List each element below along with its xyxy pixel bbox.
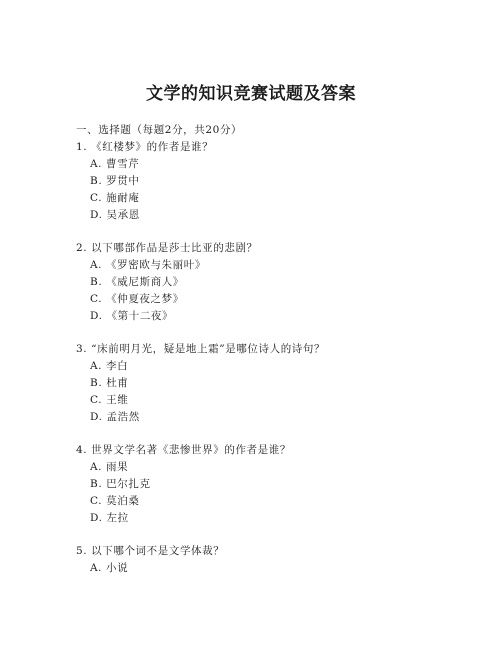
option-d: D. 吴承恩 [90,209,140,221]
question-text: 3. “床前明月光，疑是地上霜”是哪位诗人的诗句？ [76,343,326,355]
question-text: 5. 以下哪个词不是文学体裁？ [76,545,225,557]
option-a: A. 曹雪芹 [90,158,140,170]
option-b: B. 杜甫 [90,377,129,389]
question-text: 1. 《红楼梦》的作者是谁？ [76,141,214,153]
option-d: D. 孟浩然 [90,411,140,423]
option-a: A. 雨果 [90,461,129,473]
question-text: 4. 世界文学名著《悲惨世界》的作者是谁？ [76,444,291,456]
document-body [76,122,476,577]
section-heading: 一、选择题（每题2分，共20分） [76,124,243,136]
option-a: A. 李白 [90,360,129,372]
question-5 [76,543,476,577]
option-c: C. 王维 [90,394,129,406]
option-c: C. 莫泊桑 [90,495,140,507]
question-3 [76,341,476,426]
question-2 [76,240,476,325]
option-a: A. 小说 [90,562,129,574]
question-text: 2. 以下哪部作品是莎士比亚的悲剧？ [76,242,258,254]
document-title: 文学的知识竞赛试题及答案 [146,84,356,104]
option-a: A. 《罗密欧与朱丽叶》 [90,259,206,271]
option-b: B. 《威尼斯商人》 [90,276,184,288]
question-4 [76,442,476,527]
option-d: D. 《第十二夜》 [90,310,174,322]
option-d: D. 左拉 [90,512,129,524]
question-1 [76,139,476,224]
option-b: B. 罗贯中 [90,175,140,187]
option-c: C. 《仲夏夜之梦》 [90,293,184,305]
option-c: C. 施耐庵 [90,192,140,204]
option-b: B. 巴尔扎克 [90,478,151,490]
